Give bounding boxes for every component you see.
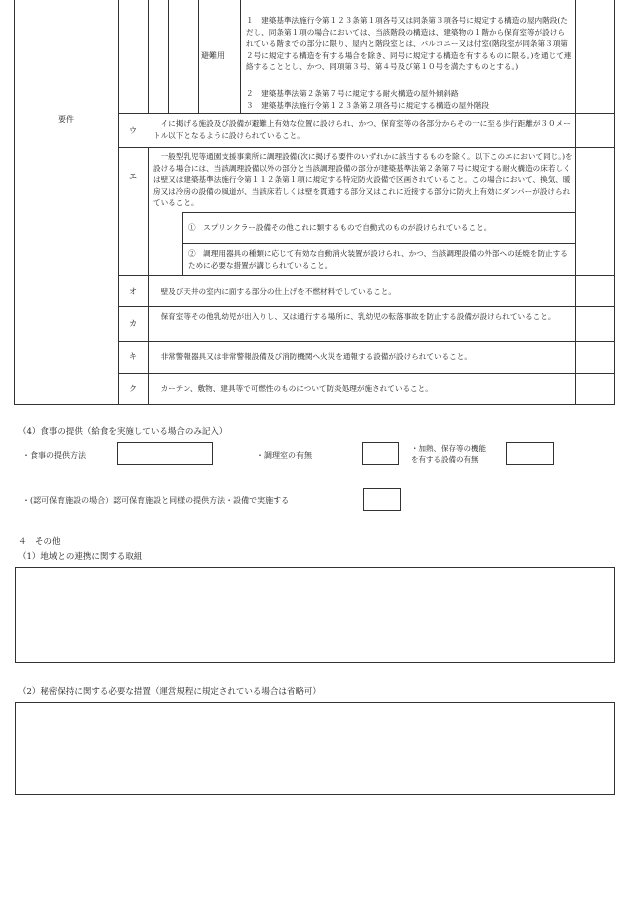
row-divider xyxy=(118,275,615,276)
privacy-textarea[interactable] xyxy=(15,702,615,795)
row-divider xyxy=(118,113,615,114)
row-divider xyxy=(118,147,615,148)
heating-label-1: ・加熱、保存等の機能 xyxy=(411,444,486,453)
row-text-ki: 非常警報器具又は非常警報設備及び消防機関へ火災を通報する設備が設けられていること。 xyxy=(153,352,472,361)
kitchen-label: ・調理室の有無 xyxy=(256,451,312,460)
heating-equipment-input[interactable] xyxy=(506,442,554,465)
row-key-o: オ xyxy=(129,287,137,296)
row-key-ki: キ xyxy=(129,352,137,361)
row-text-o: 壁及び天井の室内に面する部分の仕上げを不燃材料でしていること。 xyxy=(153,287,396,296)
community-label: （1）地域との連携に関する取組 xyxy=(18,552,143,562)
column-divider xyxy=(168,0,169,113)
table-bottom xyxy=(14,404,615,405)
row-divider xyxy=(118,306,615,307)
evacuation-label: 避難用 xyxy=(201,51,225,60)
meal-heading: （4）食事の提供（給食を実施している場合のみ記入） xyxy=(18,427,228,437)
check-column-divider xyxy=(575,0,576,405)
row-divider xyxy=(182,243,575,244)
row-text-e: 一般型乳児等通園支援事業所に調理設備(次に掲げる要件のいずれかに該当するものを除く。以下このエにおいて同じ。)を設ける場合には、当該調理設備以外の部分と当該調理設備の部分が建築基準法第２条第７号に規定する耐火構造の床若しくは壁又は建築基準法施行令第１１２条第１項に規定する特定防火設備で区画されていること。この場合において、換気、暖房又は冷房の設備の風道が、当該床若しくは壁を貫通する部分又はこれに近接する部分に防火上有効にダンパーが設けられていること。 xyxy=(153,152,573,207)
row-divider xyxy=(118,341,615,342)
evacuation-item-2: ２ 建築基準法第２条第７号に規定する耐火構造の屋外傾斜路 xyxy=(246,89,459,98)
row-divider xyxy=(118,373,615,374)
row-key-u: ウ xyxy=(129,126,137,135)
column-divider xyxy=(198,0,199,113)
community-textarea[interactable] xyxy=(15,567,615,663)
meal-method-label: ・食事の提供方法 xyxy=(22,451,86,460)
row-text-u: イに掲げる施設及び設備が避難上有効な位置に設けられ、かつ、保育室等の各部分からその一に至る歩行距離が３０メートル以下となるように設けられていること。 xyxy=(153,119,571,140)
evacuation-item-1: １ 建築基準法施行令第１２３条第１項各号又は同条第３項各号に規定する構造の屋内階段(ただし、同条第１項の場合においては、当該階段の構造は、建築物の１階から保育室等が設けられている階までの部分に限り、屋内と階段室とは、バルコニー又は付室(階段室が同条第３項第２号に規定する構造を有する場合を除き、同号に規定する構造を有するものに限る。)を通じて連絡することとし、かつ、同項第３号、第４号及び第１０号を満たすものとする。) xyxy=(246,16,572,71)
row-key-ku: ク xyxy=(129,384,137,393)
other-heading: ４ その他 xyxy=(18,537,61,547)
row-text-ka: 保育室等その他乳幼児が出入りし、又は通行する場所に、乳幼児の転落事故を防止する設備が設けられていること。 xyxy=(153,312,556,321)
kitchen-input[interactable] xyxy=(362,442,399,465)
certified-label: ・(認可保育施設の場合）認可保育施設と同様の提供方法・設備で実施する xyxy=(22,496,290,505)
requirements-label: 要件 xyxy=(58,115,74,124)
table-right-border xyxy=(614,0,615,405)
heating-label-2: を有する設備の有無 xyxy=(411,455,479,464)
evacuation-item-3: ３ 建築基準法施行令第１２３条第２項各号に規定する構造の屋外階段 xyxy=(246,101,489,110)
column-divider xyxy=(182,212,183,275)
column-divider xyxy=(240,0,241,113)
row-divider xyxy=(182,212,575,213)
column-divider xyxy=(118,0,119,405)
meal-method-input[interactable] xyxy=(117,442,213,465)
row-text-ku: カーテン、敷物、建具等で可燃性のものについて防炎処理が施されていること。 xyxy=(153,384,433,393)
sub-item-1: ① スプリンクラー設備その他これに類するもので自動式のものが設けられていること。 xyxy=(188,223,492,232)
row-key-e: エ xyxy=(129,172,137,181)
column-divider xyxy=(148,0,149,113)
sub-item-2: ② 調理用器具の種類に応じて有効な自動消火装置が設けられ、かつ、当該調理設備の外部への延焼を防止するために必要な措置が講じられていること。 xyxy=(188,249,568,270)
row-key-ka: カ xyxy=(129,319,137,328)
privacy-label: （2）秘密保持に関する必要な措置（運営規程に規定されている場合は省略可） xyxy=(18,687,321,697)
certified-input[interactable] xyxy=(363,488,401,511)
table-left-border xyxy=(14,0,15,405)
column-divider xyxy=(148,147,149,405)
